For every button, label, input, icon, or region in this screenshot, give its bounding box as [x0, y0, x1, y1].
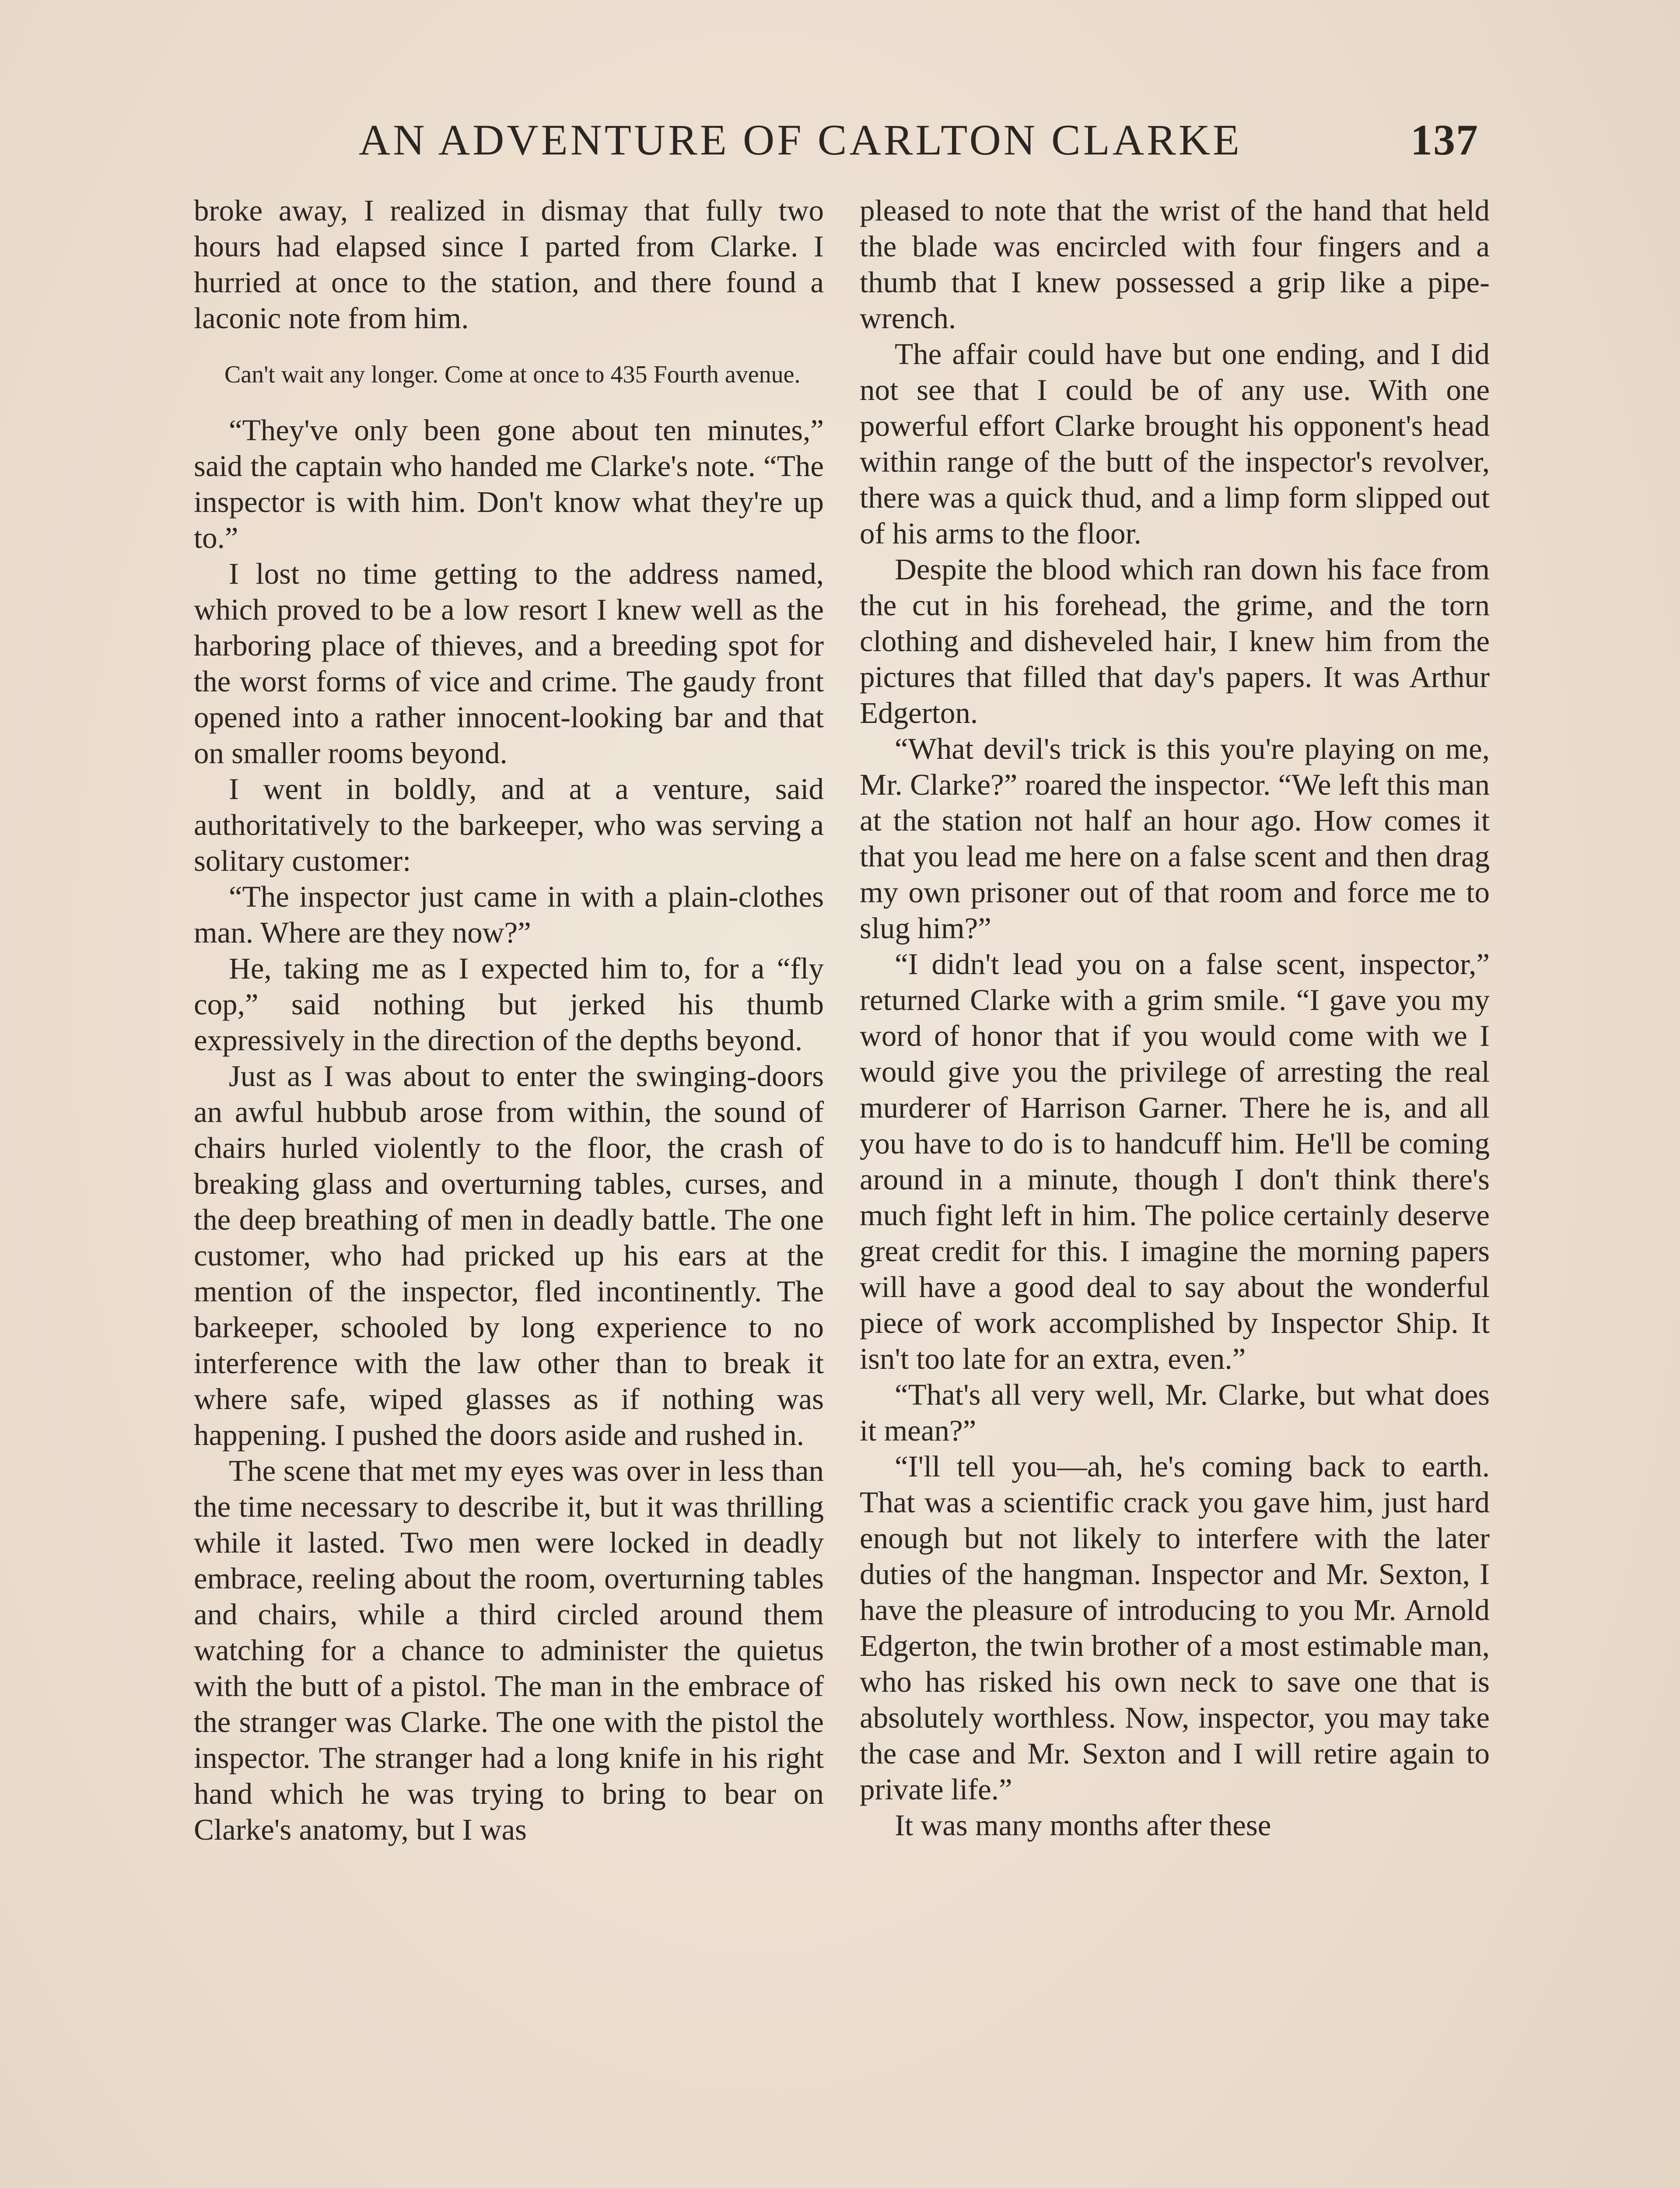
- paragraph: The affair could have but one ending, and I did not see that I could be of any use. With one powerful effort Clarke brought his opponent's head within range of the butt of the inspector's revolver, there was a quick thud, and a limp form slipped out of his arms to the floor.: [860, 337, 1490, 550]
- paragraph: Just as I was about to enter the swinging-doors an awful hubbub arose from within, the sound of chairs hurled violently to the floor, the crash of breaking glass and overturning tables, curses, and the deep breathing of men in deadly battle. The one customer, who had pricked up his ears at the mention of the inspector, fled incontinently. The barkeeper, schooled by long experience to no interference with the law other than to break it where safe, wiped glasses as if nothing was happening. I pushed the doors aside and rushed in.: [194, 1059, 824, 1452]
- quoted-note: Can't wait any longer. Come at once to 435 Fourth avenue.: [224, 361, 801, 388]
- paragraph: He, taking me as I expected him to, for a “fly cop,” said nothing but jerked his thumb expressively in the direction of the depths beyond.: [194, 952, 824, 1057]
- paragraph: pleased to note that the wrist of the hand that held the blade was encircled with four fingers and a thumb that I knew possessed a grip like a pipe-wrench.: [860, 194, 1490, 335]
- paragraph: I went in boldly, and at a venture, said authoritatively to the barkeeper, who was serving a solitary customer:: [194, 772, 824, 877]
- page-number: 137: [1410, 116, 1479, 164]
- paragraph: “I didn't lead you on a false scent, inspector,” returned Clarke with a grim smile. “I gave you my word of honor that if you would come with we I would give you the privilege of arresting the real murderer of Harrison Garner. There he is, and all you have to do is to handcuff him. He'll be coming around in a minute, though I don't think there's much fight left in him. The police certainly deserve great credit for this. I imagine the morning papers will have a good deal to say about the wonderful piece of work accomplished by Inspector Ship. It isn't too late for an extra, even.”: [860, 947, 1490, 1375]
- running-title: AN ADVENTURE OF CARLTON CLARKE: [359, 116, 1242, 164]
- paragraph: It was many months after these: [895, 1809, 1271, 1842]
- paragraph: “The inspector just came in with a plain-clothes man. Where are they now?”: [194, 880, 824, 949]
- paragraph: broke away, I realized in dismay that fully two hours had elapsed since I parted from Clarke. I hurried at once to the station, and there found a laconic note from him.: [194, 194, 824, 335]
- left-column: [194, 193, 824, 1848]
- running-header: [359, 115, 1479, 176]
- paragraph: “What devil's trick is this you're playing on me, Mr. Clarke?” roared the inspector. “We left this man at the station not half an hour ago. How comes it that you lead me here on a false scent and then drag my own prisoner out of that room and force me to slug him?”: [860, 732, 1490, 945]
- paragraph: “I'll tell you—ah, he's coming back to earth. That was a scientific crack you gave him, just hard enough but not likely to interfere with the later duties of the hangman. Inspector and Mr. Sexton, I have the pleasure of introducing to you Mr. Arnold Edgerton, the twin brother of a most estimable man, who has risked his own neck to save one that is absolutely worthless. Now, inspector, you may take the case and Mr. Sexton and I will retire again to private life.”: [860, 1450, 1490, 1806]
- paragraph: I lost no time getting to the address named, which proved to be a low resort I knew well as the harboring place of thieves, and a breeding spot for the worst forms of vice and crime. The gaudy front opened into a rather innocent-looking bar and that on smaller rooms beyond.: [194, 557, 824, 770]
- paragraph: “That's all very well, Mr. Clarke, but what does it mean?”: [860, 1378, 1490, 1447]
- paragraph: The scene that met my eyes was over in less than the time necessary to describe it, but it was thrilling while it lasted. Two men were locked in deadly embrace, reeling about the room, overturning tables and chairs, while a third circled around them watching for a chance to administer the quietus with the butt of a pistol. The man in the embrace of the stranger was Clarke. The one with the pistol the inspector. The stranger had a long knife in his right hand which he was trying to bring to bear on Clarke's anatomy, but I was: [194, 1454, 824, 1846]
- paragraph: “They've only been gone about ten minutes,” said the captain who handed me Clarke's note. “The inspector is with him. Don't know what they're up to.”: [194, 414, 824, 554]
- right-column: [860, 193, 1490, 1843]
- paragraph: Despite the blood which ran down his face from the cut in his forehead, the grime, and the torn clothing and disheveled hair, I knew him from the pictures that filled that day's papers. It was Arthur Edgerton.: [860, 553, 1490, 729]
